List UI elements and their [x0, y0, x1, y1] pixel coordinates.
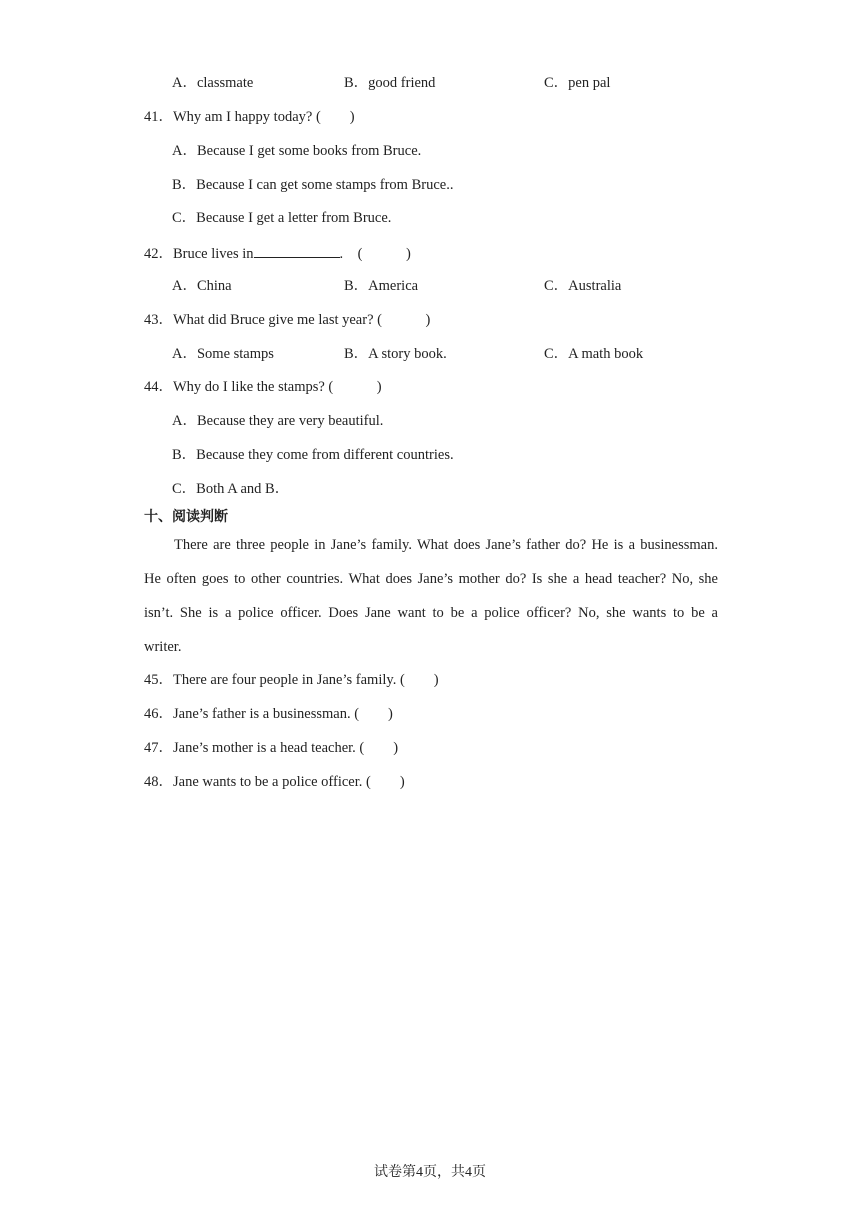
passage-line-1: There are three people in Jane’s family. What does Jane’s father do? He is a businessman. — [174, 537, 718, 553]
q40-option-b: B．good friend — [344, 75, 436, 91]
statement-45: 45．There are four people in Jane’s family. ( ) — [144, 672, 439, 688]
q43-option-a: A．Some stamps — [172, 346, 274, 362]
answer-blank — [254, 243, 340, 258]
q44-option-c: C．Both A and B． — [172, 481, 290, 497]
q42-stem — [144, 243, 411, 263]
passage-line-3: isn’t. She is a police officer. Does Jane want to be a police officer? No, she wants to be a — [144, 605, 718, 621]
q41-option-c: C．Because I get a letter from Bruce. — [172, 210, 392, 226]
q44-option-a: A．Because they are very beautiful. — [172, 413, 384, 429]
q44-option-b: B．Because they come from different countries. — [172, 447, 454, 463]
q43-option-c: C．A math book — [544, 346, 644, 362]
q40-option-a: A．classmate — [172, 75, 254, 91]
q44-stem: 44．Why do I like the stamps? ( ) — [144, 379, 382, 395]
section-heading: 十、阅读判断 — [144, 509, 228, 525]
q41-option-b: B．Because I can get some stamps from Bruce.. — [172, 177, 454, 193]
q42-option-c: C．Australia — [544, 278, 622, 294]
statement-47: 47．Jane’s mother is a head teacher. ( ) — [144, 740, 399, 756]
q42-option-b: B．America — [344, 278, 419, 294]
page-footer: 试卷第4页，共4页 — [374, 1165, 486, 1180]
q41-option-a: A．Because I get some books from Bruce. — [172, 143, 422, 159]
q43-option-b: B．A story book. — [344, 346, 447, 362]
q42-stem-after: . ( ) — [339, 246, 411, 262]
statement-46: 46．Jane’s father is a businessman. ( ) — [144, 706, 393, 722]
statement-48: 48．Jane wants to be a police officer. ( ) — [144, 774, 405, 790]
passage-line-4: writer. — [144, 639, 182, 655]
q42-stem-before: 42．Bruce lives in — [144, 246, 254, 262]
q43-stem: 43．What did Bruce give me last year? ( ) — [144, 312, 431, 328]
q41-stem: 41．Why am I happy today? ( ) — [144, 109, 355, 125]
q40-option-c: C．pen pal — [544, 75, 611, 91]
q42-option-a: A．China — [172, 278, 232, 294]
passage-line-2: He often goes to other countries. What does Jane’s mother do? Is she a head teacher? No, she — [144, 571, 718, 587]
